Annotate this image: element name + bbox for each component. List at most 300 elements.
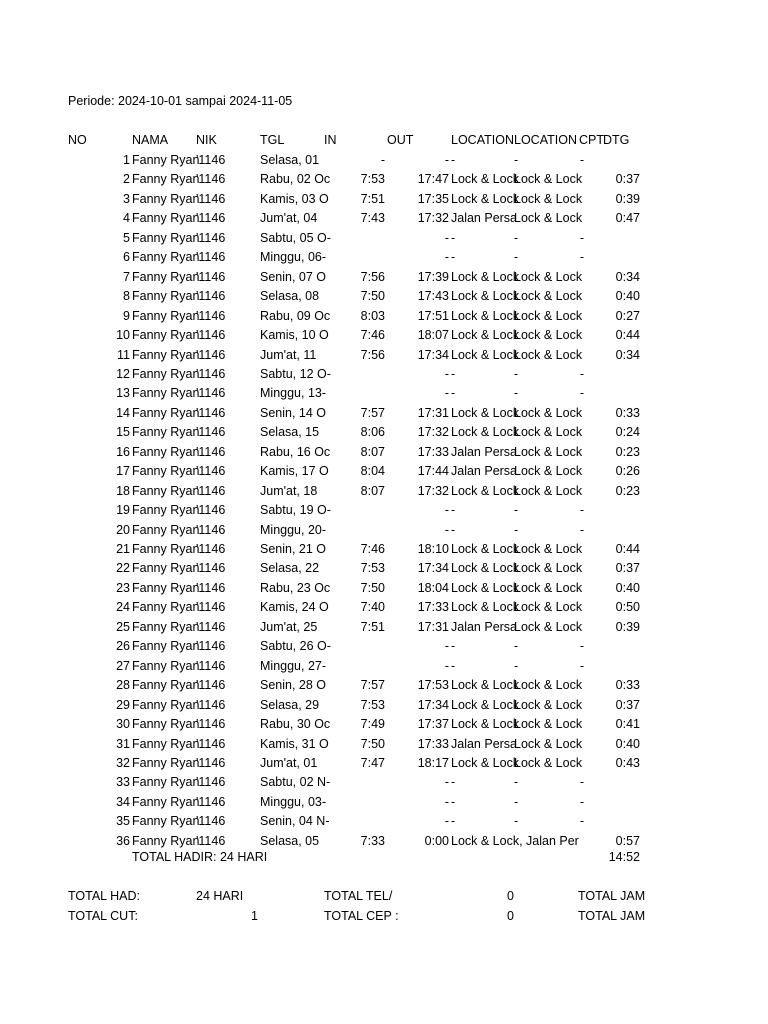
cell-dtg: 0:34 (615, 269, 640, 284)
cell-no: 27 (116, 658, 130, 673)
cell-in: - (380, 153, 385, 167)
cell-tgl: Kamis, 03 O (260, 191, 329, 206)
cell-in: 7:43 (360, 211, 385, 226)
cell-location-2: Lock & Lock (514, 542, 583, 556)
cell-location-2: - (514, 503, 519, 518)
cell-nama: Fanny Ryan (132, 678, 200, 693)
cell-location-2: Lock & Lock (514, 269, 583, 284)
cell-out: - (444, 639, 449, 654)
cell-no: 21 (116, 542, 130, 556)
cell-dtg (596, 793, 640, 812)
cell-tgl: Minggu, 27- (260, 658, 327, 673)
cell-no: 31 (116, 736, 130, 751)
cell-nama: Fanny Ryan (132, 328, 200, 343)
cell-cpt (560, 346, 584, 365)
cell-cpt (560, 170, 584, 189)
cell-nik: '1146 (196, 542, 226, 556)
cell-nik: '1146 (196, 172, 226, 187)
cell-no: 28 (116, 678, 130, 693)
cell-out: 17:33 (417, 444, 449, 459)
cell-no: 33 (116, 775, 130, 790)
cell-cpt (560, 482, 584, 501)
cell-dtg: 0:33 (615, 678, 640, 693)
header-cpt: CPT (579, 133, 604, 147)
cell-nik: '1146 (196, 833, 226, 848)
cell-nik: '1146 (196, 366, 226, 381)
cell-location-1: - (451, 639, 456, 654)
cell-dtg: 0:50 (615, 600, 640, 615)
cell-dtg (596, 384, 640, 403)
cell-dtg: 0:57 (615, 833, 640, 848)
table-row (0, 773, 768, 792)
table-row (0, 501, 768, 520)
cell-cpt (560, 540, 584, 559)
cell-nama: Fanny Ryan (132, 250, 200, 265)
cell-nik: '1146 (196, 250, 226, 265)
header-nik: NIK (196, 133, 217, 147)
cell-out: 17:32 (417, 425, 449, 440)
cell-nik: '1146 (196, 269, 226, 284)
cell-dtg: 0:27 (615, 308, 640, 323)
table-row (0, 657, 768, 676)
cell-no: 18 (116, 483, 130, 498)
cell-out: 17:34 (417, 697, 449, 712)
summary-label-total-jam-1: TOTAL JAM (578, 889, 646, 903)
cell-nik: '1146 (196, 289, 226, 304)
cell-location-1: - (451, 503, 456, 518)
cell-nik: '1146 (196, 580, 226, 595)
cell-location-1: Lock & Lock (451, 347, 520, 362)
cell-no: 36 (116, 833, 130, 848)
cell-cpt (560, 209, 584, 228)
cell-tgl: Selasa, 15 (260, 425, 320, 440)
cell-out: - (444, 775, 449, 790)
cell-location-2: Lock & Lock (514, 561, 583, 576)
cell-dtg: 0:44 (615, 542, 640, 556)
cell-nik: '1146 (196, 794, 226, 809)
cell-out: - (444, 794, 449, 809)
cell-no: 6 (123, 250, 130, 265)
cell-out: - (444, 658, 449, 673)
cell-location-2: Lock & Lock (514, 697, 583, 712)
cell-nik: '1146 (196, 308, 226, 323)
cell-tgl: Senin, 04 N- (260, 814, 330, 829)
cell-location-2: Lock & Lock (514, 600, 583, 615)
cell-cpt (560, 404, 584, 423)
cell-location-2: Lock & Lock (514, 580, 583, 595)
cell-nama: Fanny Ryan (132, 211, 200, 226)
cell-nama: Fanny Ryan (132, 153, 200, 167)
cell-dtg (596, 521, 640, 540)
cell-dtg: 0:34 (615, 347, 640, 362)
cell-no: 9 (123, 308, 130, 323)
cell-nik: '1146 (196, 639, 226, 654)
cell-location-2: Lock & Lock (514, 211, 583, 226)
cell-nama: Fanny Ryan (132, 833, 200, 848)
cell-location-1: Lock & Lock (451, 542, 520, 556)
cell-out: 17:31 (417, 619, 449, 634)
cell-cpt (560, 326, 584, 345)
cell-nama: Fanny Ryan (132, 561, 200, 576)
cell-tgl: Jum'at, 04 (260, 211, 318, 226)
summary-value-total-telat: 0 (507, 889, 514, 903)
cell-tgl: Kamis, 17 O (260, 464, 329, 479)
summary-label-total-cepat: TOTAL CEP : (324, 909, 399, 923)
cell-location-2: Lock & Lock (514, 191, 583, 206)
total-hadir-row (0, 848, 768, 867)
cell-no: 32 (116, 755, 130, 770)
table-row (0, 812, 768, 831)
cell-cpt (560, 715, 584, 734)
cell-in: 7:47 (360, 755, 385, 770)
cell-location-2: Lock & Lock (514, 172, 583, 187)
cell-location-2: - (514, 658, 519, 673)
cell-dtg: 0:37 (615, 697, 640, 712)
header-nama: NAMA (132, 133, 169, 147)
cell-in: 7:51 (360, 191, 385, 206)
header-in: IN (324, 133, 337, 147)
cell-out: 17:34 (417, 561, 449, 576)
cell-tgl: Jum'at, 11 (260, 347, 317, 362)
cell-nik: '1146 (196, 775, 226, 790)
table-row (0, 696, 768, 715)
cell-in: 7:40 (360, 600, 385, 615)
cell-location-1: - (451, 366, 456, 381)
cell-out: - (444, 366, 449, 381)
cell-location-2: Lock & Lock (514, 755, 583, 770)
cell-location-1: Lock & Lock (451, 483, 520, 498)
cell-out: 17:31 (417, 405, 449, 420)
cell-no: 3 (123, 191, 130, 206)
cell-nama: Fanny Ryan (132, 619, 200, 634)
cell-nama: Fanny Ryan (132, 444, 200, 459)
cell-in (340, 229, 385, 248)
cell-location-2: Lock & Lock (514, 464, 583, 479)
cell-tgl: Senin, 07 O (260, 269, 327, 284)
cell-dtg: 0:40 (615, 580, 640, 595)
cell-location-2: Lock & Lock (514, 619, 583, 634)
cell-no: 17 (116, 464, 130, 479)
cell-tgl: Minggu, 03- (260, 794, 327, 809)
cell-nama: Fanny Ryan (132, 775, 200, 790)
cell-out: 17:33 (417, 736, 449, 751)
cell-location-1: Lock & Lock (451, 405, 520, 420)
cell-location-2: - (514, 522, 519, 537)
summary-row-1 (0, 887, 768, 906)
cell-cpt (560, 307, 584, 326)
cell-out: 17:51 (417, 308, 449, 323)
cell-tgl: Kamis, 31 O (260, 736, 329, 751)
cell-dtg: 0:26 (615, 464, 640, 479)
cell-out: - (444, 503, 449, 518)
cell-in: 8:07 (360, 483, 385, 498)
cell-in: 7:56 (360, 347, 385, 362)
cell-nik: '1146 (196, 464, 226, 479)
cell-nama: Fanny Ryan (132, 425, 200, 440)
cell-tgl: Rabu, 09 Oc (260, 308, 331, 323)
cell-nama: Fanny Ryan (132, 600, 200, 615)
cell-tgl: Sabtu, 19 O- (260, 503, 331, 518)
cell-cpt: - (579, 658, 584, 673)
cell-tgl: Rabu, 23 Oc (260, 580, 331, 595)
total-hadir-label: TOTAL HADIR: 24 HARI (132, 850, 268, 864)
cell-out: 18:17 (417, 755, 449, 770)
cell-no: 24 (116, 600, 130, 615)
cell-nik: '1146 (196, 191, 226, 206)
cell-in: 7:49 (360, 717, 385, 732)
cell-in: 7:33 (360, 833, 385, 848)
cell-out: 17:33 (417, 600, 449, 615)
cell-location-1: Jalan Persa (451, 736, 518, 751)
cell-nama: Fanny Ryan (132, 386, 200, 401)
cell-tgl: Kamis, 10 O (260, 328, 329, 343)
cell-out: - (444, 522, 449, 537)
cell-cpt (560, 423, 584, 442)
cell-location-1: - (451, 153, 456, 167)
summary-value-total-cepat: 0 (507, 909, 514, 923)
cell-tgl: Selasa, 05 (260, 833, 320, 848)
table-row (0, 287, 768, 306)
cell-out: 17:53 (417, 678, 449, 693)
cell-nama: Fanny Ryan (132, 230, 200, 245)
cell-location-2: Lock & Lock (514, 308, 583, 323)
cell-no: 16 (116, 444, 130, 459)
cell-out: 17:37 (417, 717, 449, 732)
cell-location-1: Lock & Lock (451, 580, 520, 595)
cell-nik: '1146 (196, 347, 226, 362)
cell-in: 8:04 (360, 464, 385, 479)
table-row (0, 404, 768, 423)
cell-out: 17:44 (417, 464, 449, 479)
cell-in: 7:53 (360, 172, 385, 187)
cell-location-1: Lock & Lock (451, 289, 520, 304)
cell-dtg: 0:39 (615, 619, 640, 634)
cell-out: 18:07 (417, 328, 449, 343)
cell-cpt (560, 559, 584, 578)
cell-in: 7:56 (360, 269, 385, 284)
cell-dtg (596, 248, 640, 267)
cell-cpt (560, 735, 584, 754)
cell-location-2: - (514, 366, 519, 381)
cell-location-1: - (451, 814, 456, 829)
cell-tgl: Rabu, 02 Oc (260, 172, 331, 187)
table-row (0, 482, 768, 501)
cell-in (340, 248, 385, 267)
cell-location-2: Lock & Lock (514, 717, 583, 732)
cell-nik: '1146 (196, 678, 226, 693)
cell-in: 7:53 (360, 697, 385, 712)
summary-value-total-hadir: 24 HARI (196, 889, 244, 903)
cell-no: 15 (116, 425, 130, 440)
cell-dtg: 0:47 (615, 211, 640, 226)
cell-cpt (560, 443, 584, 462)
cell-location-1: - (451, 775, 456, 790)
cell-dtg: 0:37 (615, 561, 640, 576)
cell-location-1: Lock & Lock (451, 308, 520, 323)
table-row (0, 190, 768, 209)
header-out: OUT (387, 133, 414, 147)
cell-dtg (596, 501, 640, 520)
cell-nik: '1146 (196, 736, 226, 751)
cell-dtg: 0:40 (615, 289, 640, 304)
table-row (0, 443, 768, 462)
table-row (0, 268, 768, 287)
cell-cpt (560, 579, 584, 598)
cell-tgl: Selasa, 22 (260, 561, 320, 576)
cell-cpt: - (579, 503, 584, 518)
cell-location-1: - (451, 386, 456, 401)
summary-value-total-cuti: 1 (251, 909, 258, 923)
cell-cpt: - (579, 366, 584, 381)
cell-tgl: Kamis, 24 O (260, 600, 329, 615)
cell-cpt: - (579, 639, 584, 654)
cell-cpt (560, 598, 584, 617)
cell-out: 0:00 (424, 833, 449, 848)
cell-dtg: 0:33 (615, 405, 640, 420)
cell-tgl: Senin, 28 O (260, 678, 327, 693)
cell-location-1: Lock & Lock, Jalan Per (451, 833, 579, 848)
cell-no: 11 (117, 347, 130, 362)
cell-no: 1 (123, 153, 130, 167)
cell-tgl: Jum'at, 01 (260, 755, 318, 770)
header-tgl: TGL (260, 133, 285, 147)
cell-nama: Fanny Ryan (132, 289, 200, 304)
cell-nama: Fanny Ryan (132, 191, 200, 206)
cell-in: 7:57 (360, 405, 385, 420)
cell-nik: '1146 (196, 328, 226, 343)
cell-out: - (444, 153, 449, 167)
cell-out: - (444, 814, 449, 829)
cell-nama: Fanny Ryan (132, 755, 200, 770)
cell-location-1: Lock & Lock (451, 717, 520, 732)
cell-location-1: Lock & Lock (451, 600, 520, 615)
cell-location-2: Lock & Lock (514, 444, 583, 459)
cell-cpt (560, 268, 584, 287)
cell-location-1: - (451, 250, 456, 265)
cell-tgl: Rabu, 30 Oc (260, 717, 331, 732)
cell-tgl: Rabu, 16 Oc (260, 444, 331, 459)
cell-in: 8:03 (360, 308, 385, 323)
cell-nama: Fanny Ryan (132, 814, 200, 829)
cell-cpt (560, 287, 584, 306)
table-row (0, 521, 768, 540)
cell-out: - (444, 250, 449, 265)
cell-cpt (560, 696, 584, 715)
cell-no: 14 (116, 405, 130, 420)
cell-cpt: - (579, 250, 584, 265)
cell-cpt (560, 618, 584, 637)
cell-in (340, 365, 385, 384)
cell-out: 18:04 (417, 580, 449, 595)
cell-nama: Fanny Ryan (132, 308, 200, 323)
table-row (0, 579, 768, 598)
table-row (0, 170, 768, 189)
cell-cpt (560, 462, 584, 481)
cell-tgl: Senin, 14 O (260, 405, 327, 420)
cell-cpt (560, 754, 584, 773)
cell-dtg: 0:37 (615, 172, 640, 187)
table-row (0, 793, 768, 812)
cell-dtg: 0:39 (615, 191, 640, 206)
cell-no: 35 (116, 814, 130, 829)
total-dtg: 14:52 (608, 850, 640, 864)
table-row (0, 326, 768, 345)
cell-nama: Fanny Ryan (132, 522, 200, 537)
cell-tgl: Sabtu, 26 O- (260, 639, 331, 654)
cell-no: 19 (116, 503, 130, 518)
cell-location-2: Lock & Lock (514, 736, 583, 751)
cell-nik: '1146 (196, 483, 226, 498)
cell-tgl: Sabtu, 05 O- (260, 230, 331, 245)
cell-location-2: Lock & Lock (514, 678, 583, 693)
cell-location-2: Lock & Lock (514, 483, 583, 498)
cell-nama: Fanny Ryan (132, 542, 200, 556)
cell-no: 8 (123, 289, 130, 304)
cell-no: 30 (116, 717, 130, 732)
cell-nik: '1146 (196, 561, 226, 576)
header-location-2: LOCATION (514, 133, 577, 147)
cell-location-1: Jalan Persa (451, 444, 518, 459)
cell-no: 4 (123, 211, 130, 226)
cell-no: 29 (116, 697, 130, 712)
cell-nik: '1146 (196, 425, 226, 440)
cell-location-2: Lock & Lock (514, 289, 583, 304)
cell-cpt: - (579, 794, 584, 809)
cell-cpt: - (579, 230, 584, 245)
cell-nik: '1146 (196, 814, 226, 829)
table-row (0, 676, 768, 695)
cell-out: - (444, 230, 449, 245)
cell-no: 25 (116, 619, 130, 634)
cell-dtg (596, 812, 640, 831)
cell-tgl: Selasa, 08 (260, 289, 320, 304)
cell-location-1: - (451, 230, 456, 245)
cell-dtg (596, 229, 640, 248)
cell-tgl: Jum'at, 25 (260, 619, 318, 634)
cell-tgl: Minggu, 06- (260, 250, 327, 265)
cell-nik: '1146 (196, 697, 226, 712)
table-row (0, 462, 768, 481)
cell-in (340, 657, 385, 676)
cell-no: 22 (116, 561, 130, 576)
cell-in: 7:50 (360, 289, 385, 304)
cell-cpt: - (579, 153, 584, 167)
cell-out: 17:34 (417, 347, 449, 362)
cell-location-1: - (451, 794, 456, 809)
table-row (0, 209, 768, 228)
table-row (0, 346, 768, 365)
table-row (0, 754, 768, 773)
cell-location-2: Lock & Lock (514, 347, 583, 362)
cell-nama: Fanny Ryan (132, 483, 200, 498)
cell-location-1: Lock & Lock (451, 328, 520, 343)
cell-in: 8:06 (360, 425, 385, 440)
cell-location-1: Lock & Lock (451, 561, 520, 576)
cell-tgl: Senin, 21 O (260, 542, 327, 556)
table-row (0, 423, 768, 442)
cell-out: 17:35 (417, 191, 449, 206)
cell-tgl: Selasa, 01 (260, 153, 320, 167)
cell-no: 7 (123, 269, 130, 284)
cell-nik: '1146 (196, 755, 226, 770)
cell-no: 20 (116, 522, 130, 537)
cell-dtg (596, 773, 640, 792)
cell-in (340, 812, 385, 831)
table-row (0, 540, 768, 559)
cell-location-1: Jalan Persa (451, 464, 518, 479)
header-dtg: DTG (603, 133, 630, 147)
cell-in (340, 773, 385, 792)
